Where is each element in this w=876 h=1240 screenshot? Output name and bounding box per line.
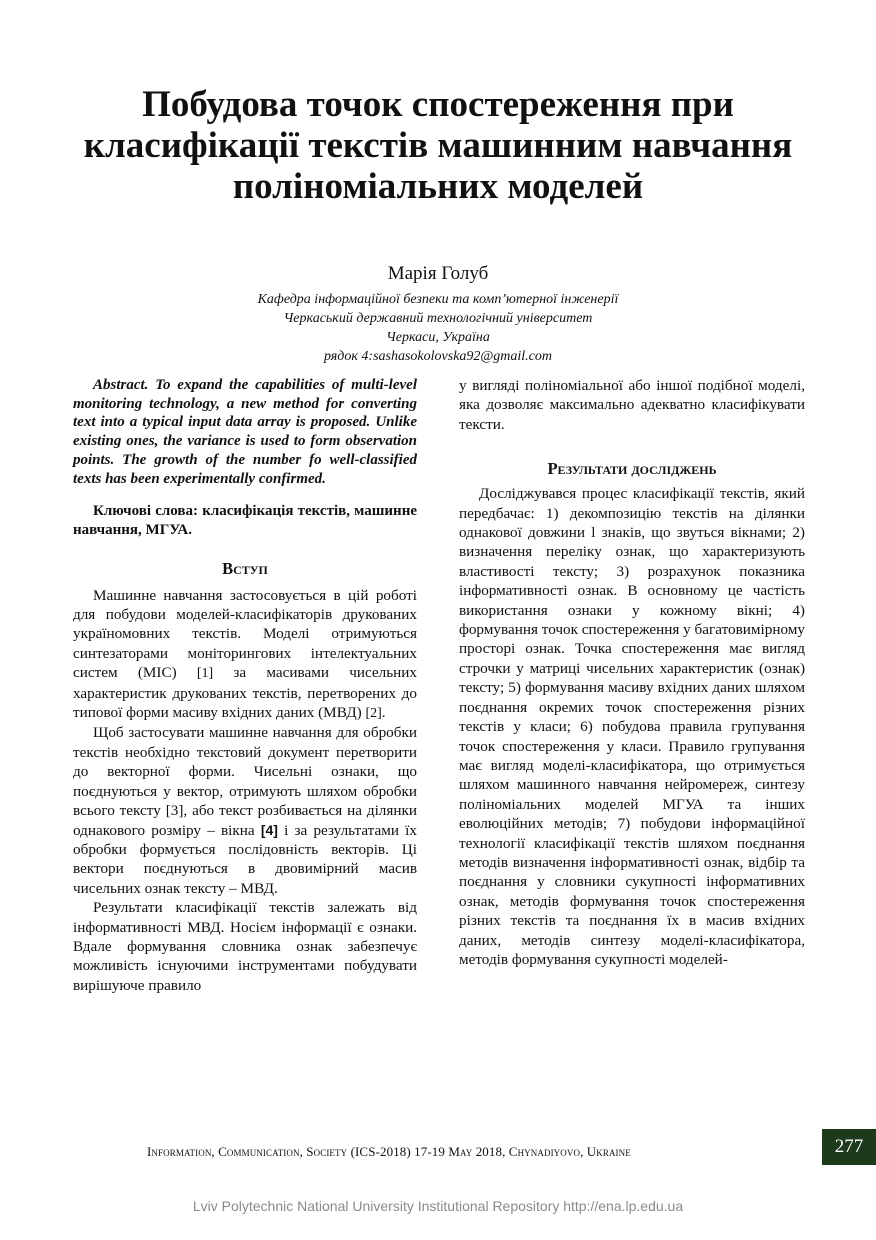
citation-4: [4] [260,821,278,838]
intro-p1-text-c: . [381,704,386,722]
intro-paragraph-1 [73,586,417,724]
title-line-1: Побудова точок спостереження при [142,84,734,125]
intro-paragraph-2 [73,723,417,898]
intro-p2-text-b: і за результатами їх обробки формується послідовність векторів. Ці вектори поєднуються в двовимірний масив чисельних ознак тексту – МВД. [73,821,417,897]
conference-footer: Information, Communication, Society (ICS-2018) 17-19 May 2018, Chynadiyovo, Ukraine [147,1144,631,1159]
repository-watermark: Lviv Polytechnic National University Institutional Repository http://ena.lp.edu.ua [192,1198,684,1214]
page-number: 277 [822,1129,876,1165]
citation-1: [1] [196,666,214,682]
citation-2: [2] [365,706,382,722]
intro-heading: Вступ [222,558,268,578]
keywords: Ключові слова: класифікація текстів, машинне навчання, МГУА. [73,503,417,538]
paper-title [40,84,836,207]
results-heading: Результати досліджень [547,459,717,479]
abstract: Abstract. To expand the capabilities of multi-level monitoring technology, a new method for converting text into a typical input data array is proposed. Unlike existing ones, the variance is used to form observation points. The growth of the number fo well-classified texts has been experimentally confirmed. [73,377,417,487]
intro-paragraph-3: Результати класифікації текстів залежать від інформативності МВД. Носієм інформації є ознаки. Вдале формування словника ознак забезпечує можливість існуючими інструментами побудувати вирішуюче правило [73,899,417,994]
intro-p1-text-a: Машинне навчання застосовується в цій роботі для побудови моделей-класифікаторів друкованих україномовних текстів. Моделі отримуються синтезаторами моніторингових інтелектуальних систем (МІС) [73,586,417,682]
title-line-2: класифікації текстів машинним навчання [83,125,793,166]
left-column [73,376,417,995]
affiliation-block [0,290,876,366]
results-paragraph: Досліджувався процес класифікації текстів, який передбачає: 1) декомпозицію текстів на ділянки однакової довжини l знаків, що звуться вікнами; 2) визначення переліку ознак, що характеризують властивості тексту; 3) розрахунок показника інформативності ознак. В основному це частість використання ознаки у кожному вікні; 4) формування точок спостереження у багатовимірному просторі ознак. Точка спостереження має вигляд строчки у матриці чисельних характеристик (ознак) тексту; 5) формування масиву вхідних даних шляхом поєднання окремих точок спостереження різних текстів у класи; 6) побудова правила групування точок спостереження у класи. Правило групування має вигляд моделі-класифікатора, що отримується шляхом машинного навчання нейромереж, синтезу поліноміальних моделей МГУА та інших еволюційних методів; 7) побудови інформаційної технології класифікації текстів шляхом поєднання методів визначення інформативності ознак, відбір та поєднання у словники сукупності інформативних ознак, методів формування точок спостереження різних текстів та поєднання їх в масив вхідних даних, методів синтезу моделі-класифікатора, методів формування сукупності моделей- [459,485,805,968]
affiliation-university: Черкаський державний технологічний університет [283,311,593,326]
right-column [459,376,805,969]
affiliation-city: Черкаси, Україна [386,330,490,345]
affiliation-email: рядок 4:sashasokolovska92@gmail.com [323,349,553,364]
intro-p1-text-b: за масивами чисельних характеристик друкованих текстів, перетворених до типової форми масиву вхідних даних (МВД) [73,664,417,722]
author-name: Марія Голуб [387,263,489,284]
intro-p2-text-a: Щоб застосувати машинне навчання для обробки текстів необхідно текстовий документ перетворити до векторної форми. Чисельні ознаки, що поєднуються у вектор, отримують шляхом обробки всього тексту [3], або текст розбивається на ділянки однакового розміру – вікна [73,724,417,839]
title-line-3: поліноміальних моделей [232,166,644,207]
continued-paragraph: у вигляді поліноміальної або іншої подібної моделі, яка дозволяє максимально адекватно класифікувати тексти. [459,377,805,433]
affiliation-department: Кафедра інформаційної безпеки та комп’ютерної інженерії [257,292,619,307]
